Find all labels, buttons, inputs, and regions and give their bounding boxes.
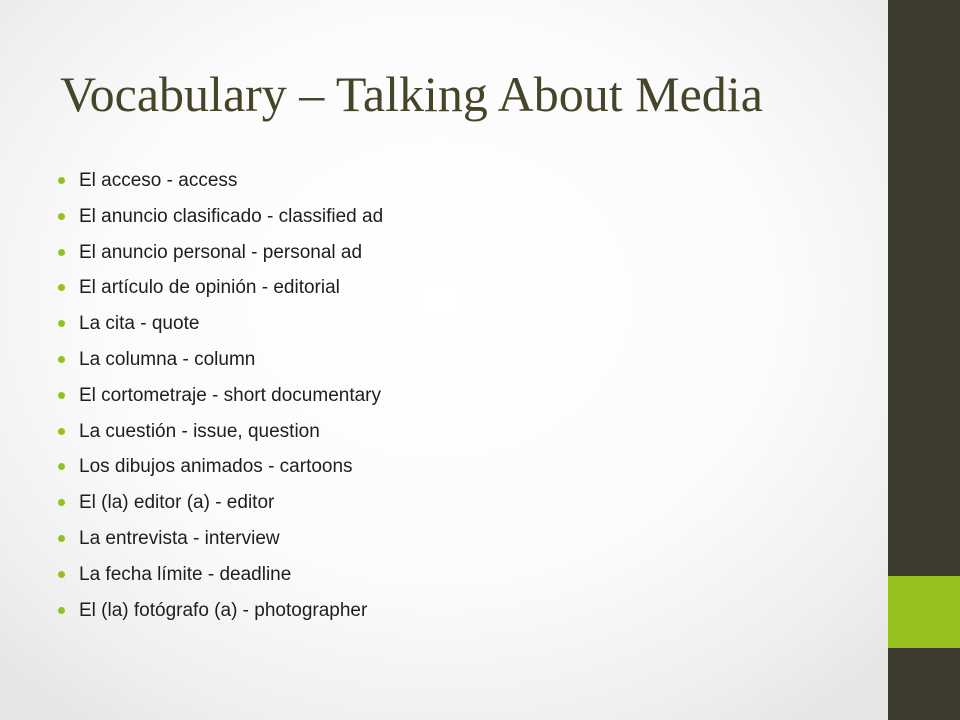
list-item-text: El anuncio personal - personal ad: [79, 241, 363, 263]
list-item-text: La entrevista - interview: [79, 527, 280, 549]
bullet-marker-icon: [58, 571, 65, 578]
list-item-text: El acceso - access: [79, 170, 238, 191]
list-item-text: El cortometraje - short documentary: [79, 384, 382, 406]
list-item-text: La cita - quote: [79, 313, 200, 335]
bullet-marker-icon: [58, 249, 65, 256]
bullet-marker-icon: [58, 177, 65, 184]
decorative-accent-block: [888, 576, 960, 648]
list-item-text: La columna - column: [79, 348, 256, 370]
bullet-marker-icon: [58, 428, 65, 435]
list-item-text: El anuncio clasificado - classified ad: [79, 205, 384, 227]
bullet-marker-icon: [58, 392, 65, 399]
bullet-marker-icon: [58, 607, 65, 614]
bullet-marker-icon: [58, 499, 65, 506]
slide-title: Vocabulary – Talking About Media: [60, 66, 763, 122]
list-item-text: El artículo de opinión - editorial: [79, 277, 340, 299]
list-item-text: La fecha límite - deadline: [79, 563, 292, 585]
list-item-text: El (la) fotógrafo (a) - photographer: [79, 599, 368, 621]
bullet-marker-icon: [58, 320, 65, 327]
list-item-text: La cuestión - issue, question: [79, 420, 320, 442]
bullet-marker-icon: [58, 284, 65, 291]
list-item-text: El (la) editor (a) - editor: [79, 492, 275, 514]
bullet-marker-icon: [58, 463, 65, 470]
bullet-marker-icon: [58, 213, 65, 220]
list-item-text: Los dibujos animados - cartoons: [79, 456, 353, 478]
bullet-marker-icon: [58, 535, 65, 542]
bullet-marker-icon: [58, 356, 65, 363]
